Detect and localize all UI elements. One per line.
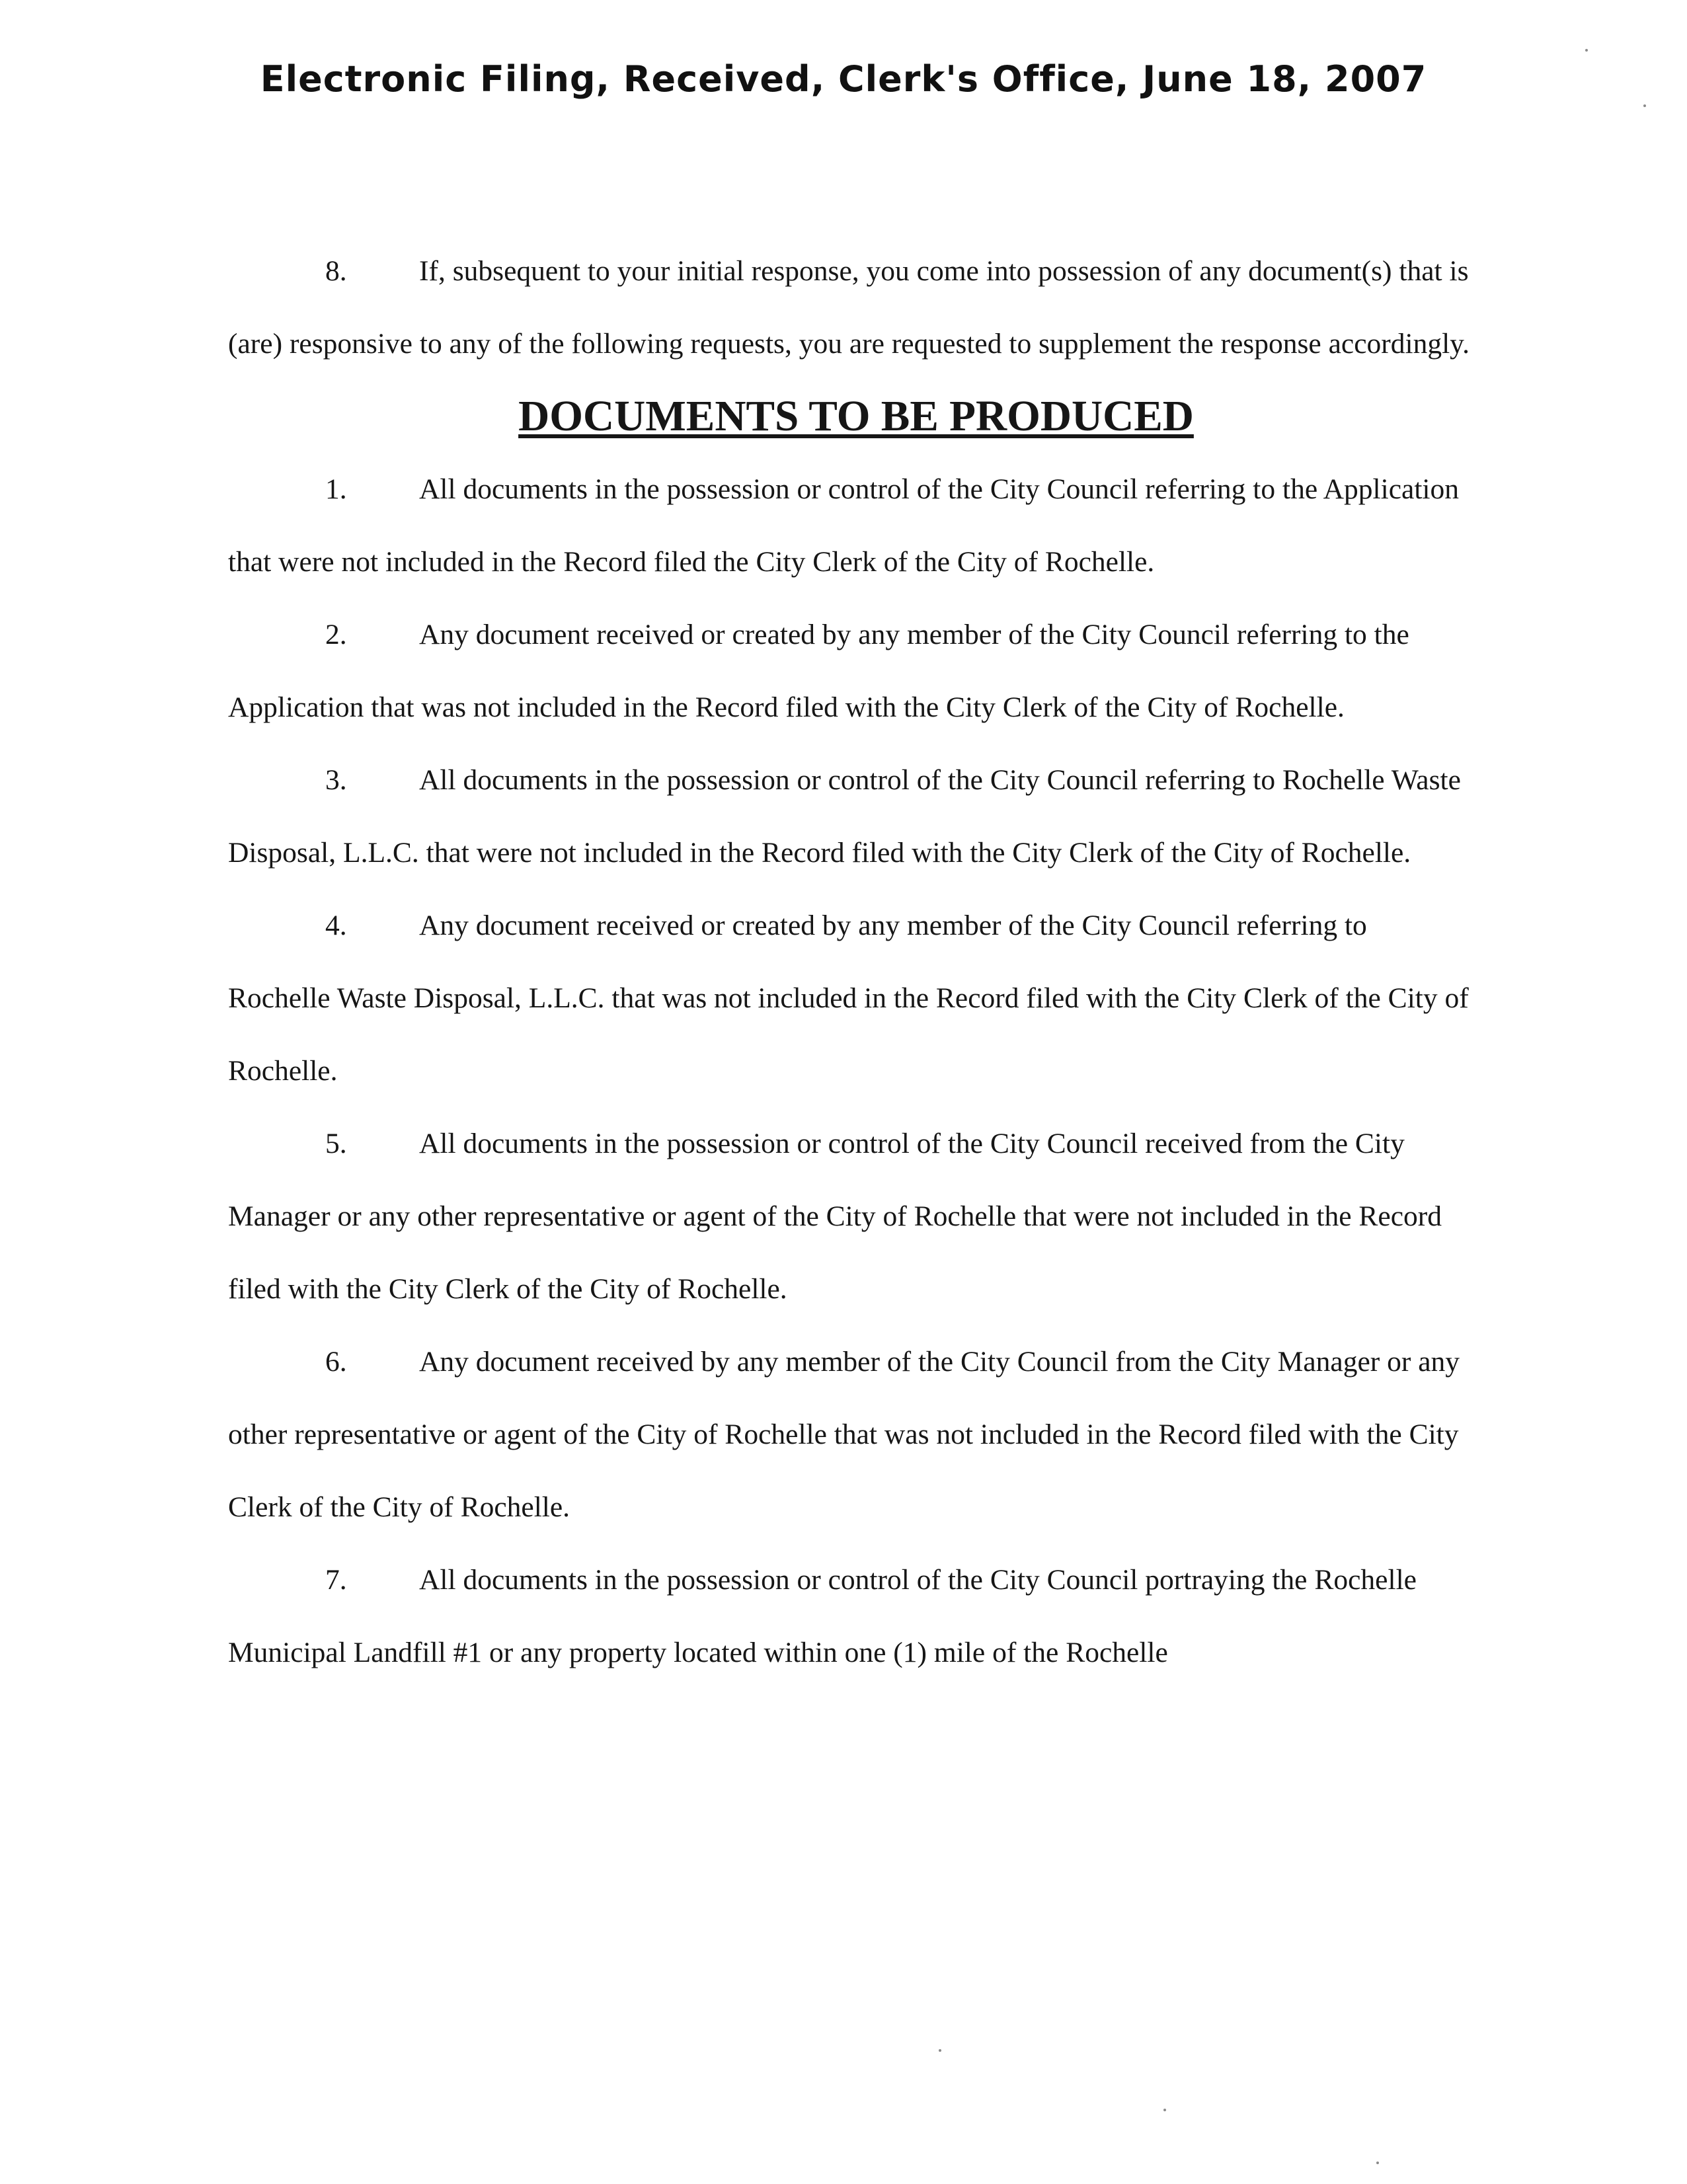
scan-speck <box>939 2049 941 2052</box>
filing-stamp: Electronic Filing, Received, Clerk's Office, June 18, 2007 <box>260 58 1427 100</box>
paragraph-text: If, subsequent to your initial response, you come into possession of any document(s) that is (are) responsive to any of the following requests, you are requested to supplement the response accordingly. <box>228 255 1470 360</box>
paragraph-number: 2. <box>325 619 347 650</box>
paragraph-text: All documents in the possession or control of the City Council referring to Rochelle Waste Disposal, L.L.C. that were not included in the Record filed with the City Clerk of the City of Rochelle. <box>228 764 1461 869</box>
paragraph-text: Any document received by any member of the City Council from the City Manager or any other representative or agent of the City of Rochelle that was not included in the Record filed with the City Clerk of the City of Rochelle. <box>228 1346 1460 1523</box>
scan-speck <box>1643 104 1646 107</box>
request-paragraph <box>228 598 1471 744</box>
paragraph-text: All documents in the possession or control of the City Council received from the City Manager or any other representative or agent of the City of Rochelle that were not included in the Record filed with the City Clerk of the City of Rochelle. <box>228 1128 1442 1305</box>
paragraph-number: 8. <box>325 255 347 287</box>
request-paragraph <box>228 1543 1471 1689</box>
scan-speck <box>1585 49 1588 52</box>
section-heading: DOCUMENTS TO BE PRODUCED <box>518 393 1194 440</box>
request-paragraph <box>228 1107 1471 1325</box>
paragraph-number: 1. <box>325 473 347 505</box>
paragraph-text: All documents in the possession or control of the City Council referring to the Application that were not included in the Record filed the City Clerk of the City of Rochelle. <box>228 473 1459 578</box>
scan-speck <box>1376 2162 1379 2164</box>
paragraph-number: 6. <box>325 1346 347 1378</box>
document-body <box>228 235 1471 1689</box>
instruction-paragraph-8 <box>228 235 1471 380</box>
paragraph-number: 3. <box>325 764 347 796</box>
request-paragraph <box>228 744 1471 889</box>
request-paragraph <box>228 889 1471 1107</box>
paragraph-text: All documents in the possession or control of the City Council portraying the Rochelle Municipal Landfill #1 or any property located within one (1) mile of the Rochelle <box>228 1564 1417 1668</box>
paragraph-text: Any document received or created by any member of the City Council referring to the Application that was not included in the Record filed with the City Clerk of the City of Rochelle. <box>228 619 1409 723</box>
request-paragraph <box>228 453 1471 598</box>
request-paragraph <box>228 1325 1471 1543</box>
paragraph-text: Any document received or created by any member of the City Council referring to Rochelle Waste Disposal, L.L.C. that was not included in the Record filed with the City Clerk of the City of Rochelle. <box>228 910 1469 1087</box>
scan-speck <box>1163 2109 1166 2111</box>
paragraph-number: 4. <box>325 910 347 941</box>
paragraph-number: 5. <box>325 1128 347 1159</box>
paragraph-number: 7. <box>325 1564 347 1596</box>
